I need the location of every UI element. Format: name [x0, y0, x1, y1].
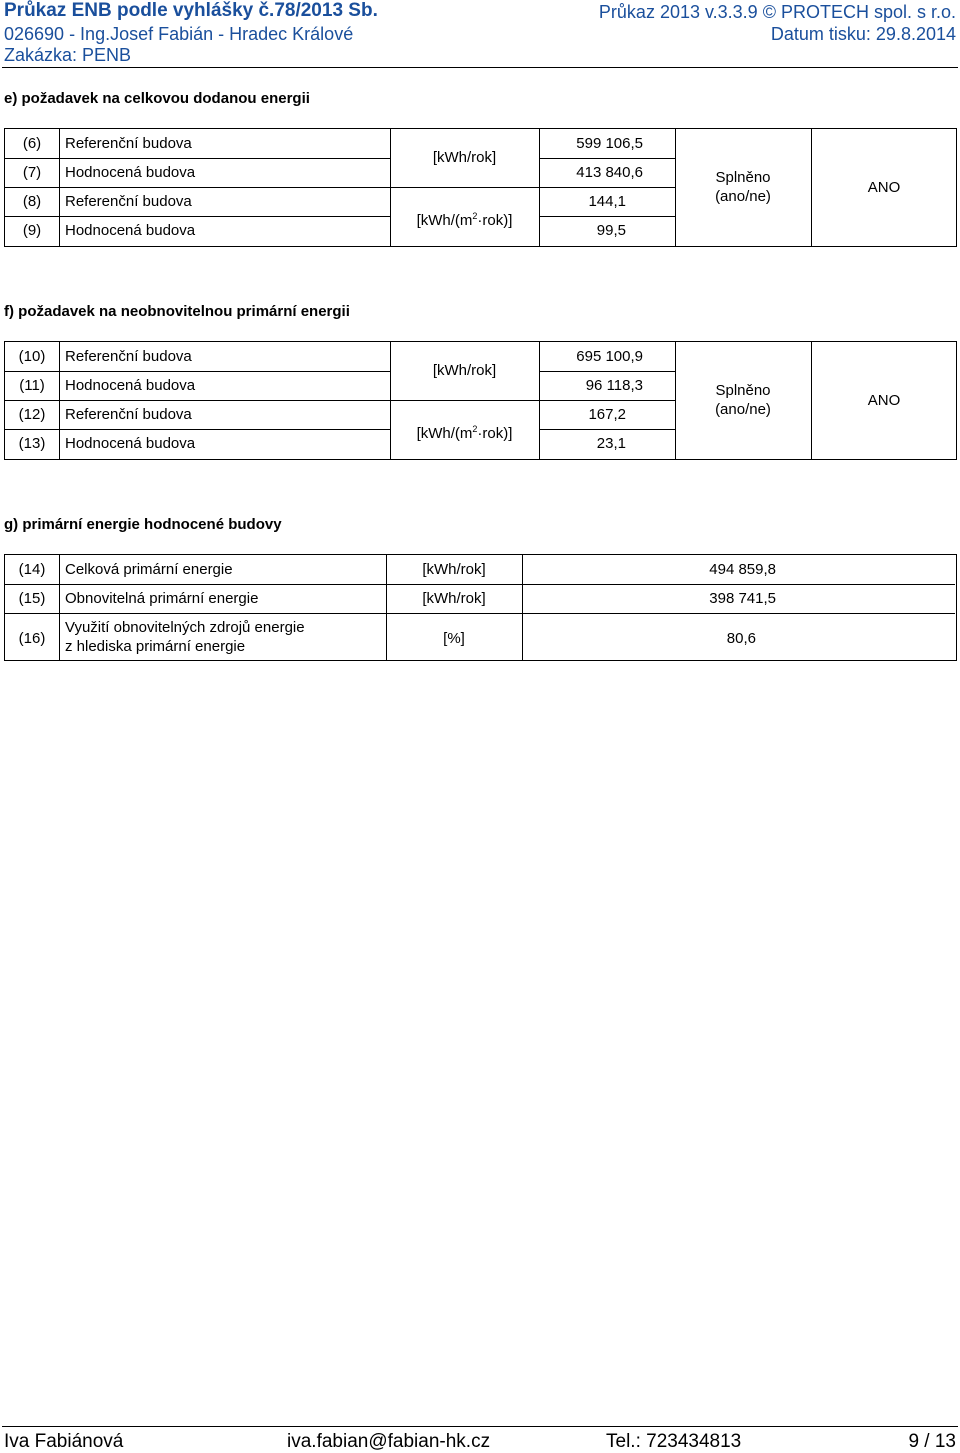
author-line: 026690 - Ing.Josef Fabián - Hradec Králové	[4, 24, 354, 44]
row-label: Referenční budova	[65, 406, 192, 423]
row-number: (10)	[18, 348, 46, 365]
row-number: (7)	[22, 164, 42, 181]
row-label: Referenční budova	[65, 135, 192, 152]
row-unit: [kWh/rok]	[422, 561, 486, 578]
footer-rule	[2, 1426, 958, 1427]
row-label: Využití obnovitelných zdrojů energie	[65, 619, 305, 636]
row-label: Hodnocená budova	[65, 435, 196, 452]
software-version: Průkaz 2013 v.3.3.9 © PROTECH spol. s r.o.	[598, 2, 956, 22]
row-unit: [%]	[443, 630, 465, 647]
row-label: Referenční budova	[65, 193, 192, 210]
row-label: Hodnocená budova	[65, 222, 196, 239]
row-number: (14)	[18, 561, 46, 578]
print-date: Datum tisku: 29.8.2014	[770, 24, 956, 44]
row-unit: [kWh/rok]	[422, 590, 486, 607]
fulfilled-result: ANO	[867, 392, 901, 409]
row-label: Referenční budova	[65, 348, 192, 365]
row-value: 398 741,5	[709, 590, 776, 607]
row-value: 144,1	[588, 193, 626, 210]
page-header	[0, 0, 960, 70]
row-number: (15)	[18, 590, 46, 607]
footer-phone: Tel.: 723434813	[606, 1431, 742, 1452]
unit-specific: $[kWh/(m^2\cdot rok)]$	[416, 424, 513, 442]
row-value: 167,2	[588, 406, 626, 423]
unit-specific: $[kWh/(m^2\cdot rok)]$	[416, 211, 513, 229]
fulfilled-label: Splněno	[715, 169, 771, 186]
row-number: (6)	[22, 135, 42, 152]
section-e-table	[4, 128, 957, 247]
section-e-title: e) požadavek na celkovou dodanou energii	[4, 90, 310, 107]
unit-energy: [kWh/rok]	[432, 362, 497, 379]
row-label: Hodnocená budova	[65, 164, 196, 181]
row-number: (8)	[22, 193, 42, 210]
section-g-table	[4, 554, 957, 661]
footer-email: iva.fabian@fabian-hk.cz	[287, 1431, 491, 1452]
unit-energy: [kWh/rok]	[432, 149, 497, 166]
order-line: Zakázka: PENB	[4, 45, 132, 65]
row-number: (16)	[18, 630, 46, 647]
row-value: 80,6	[726, 630, 756, 647]
fulfilled-label: Splněno	[715, 382, 771, 399]
fulfilled-sub: (ano/ne)	[715, 401, 771, 418]
row-value: 695 100,9	[576, 348, 643, 365]
row-number: (11)	[19, 377, 45, 394]
row-number: (9)	[22, 222, 42, 239]
row-label-line2: z hlediska primární energie	[65, 638, 246, 655]
footer-author: Iva Fabiánová	[4, 1431, 124, 1452]
row-label: Celková primární energie	[65, 561, 233, 578]
row-value: 99,5	[596, 222, 626, 239]
row-value: 413 840,6	[576, 164, 643, 181]
document-title: Průkaz ENB podle vyhlášky č.78/2013 Sb.	[4, 0, 378, 21]
row-value: 494 859,8	[709, 561, 776, 578]
page-number: 9 / 13	[908, 1431, 956, 1452]
fulfilled-result: ANO	[867, 179, 901, 196]
row-value: 96 118,3	[585, 377, 643, 394]
row-value: 23,1	[596, 435, 626, 452]
section-f-title: f) požadavek na neobnovitelnou primární energii	[4, 303, 350, 320]
header-rule	[2, 67, 958, 68]
row-number: (12)	[18, 406, 46, 423]
row-number: (13)	[18, 435, 46, 452]
section-g-title: g) primární energie hodnocené budovy	[4, 516, 282, 533]
section-f-table	[4, 341, 957, 460]
fulfilled-sub: (ano/ne)	[715, 188, 771, 205]
row-label: Hodnocená budova	[65, 377, 196, 394]
row-value: 599 106,5	[576, 135, 643, 152]
row-label: Obnovitelná primární energie	[65, 590, 259, 607]
